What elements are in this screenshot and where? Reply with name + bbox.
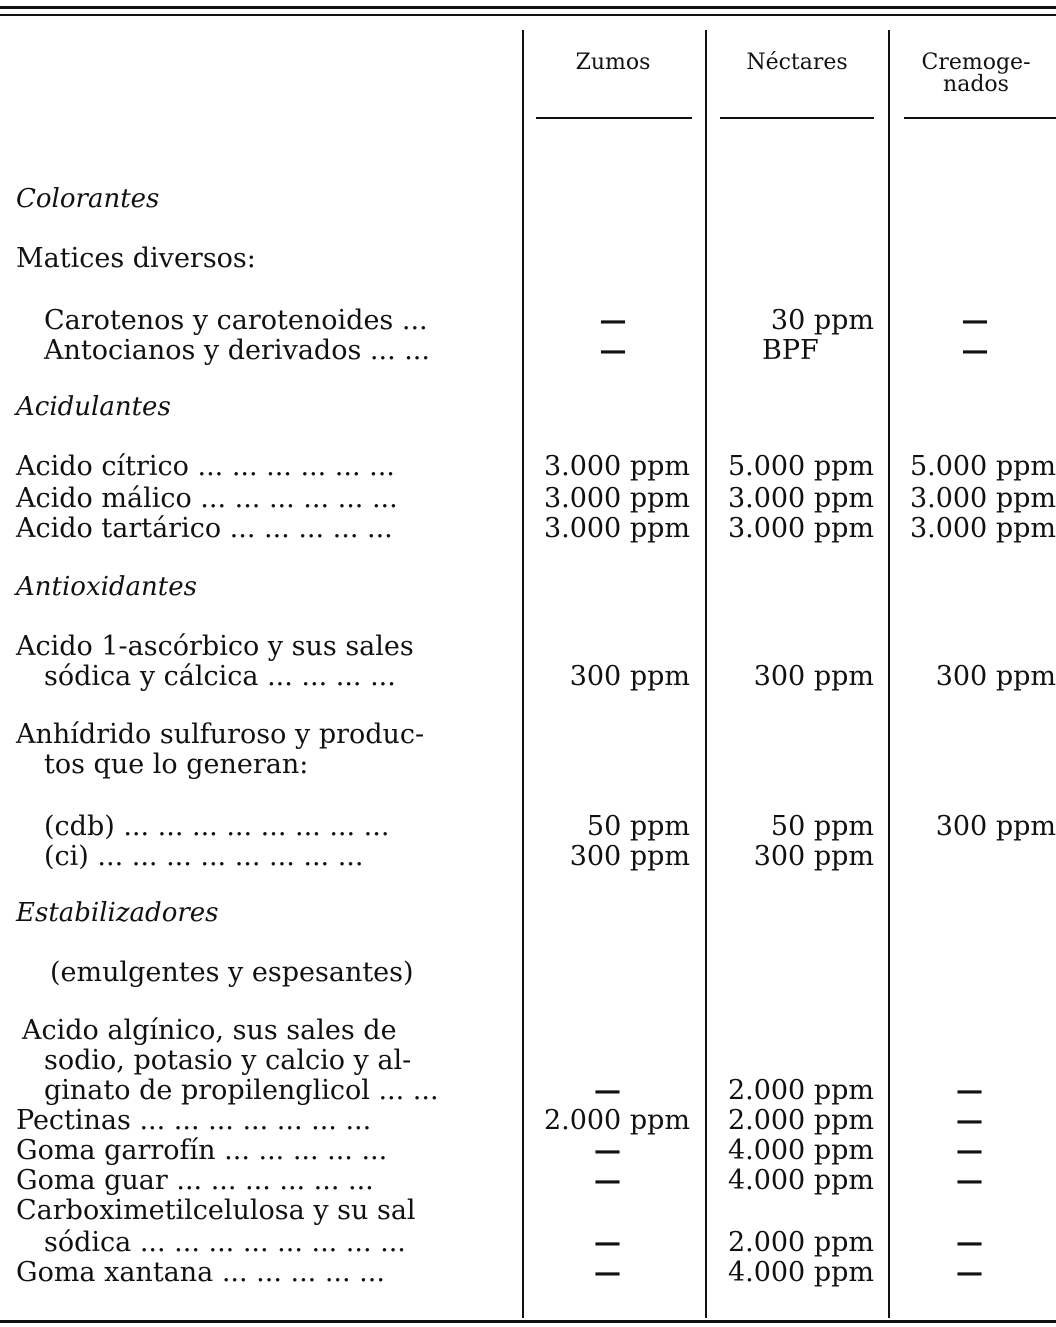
cell-garrofin-cremogenados: — (956, 1135, 983, 1166)
header-zumos: Zumos (575, 50, 651, 75)
label-carboxi-line1: Carboximetilcelulosa y su sal (16, 1195, 416, 1226)
cell-guar-nectares: 4.000 ppm (727, 1165, 874, 1196)
label-alginico-line2: sodio, potasio y calcio y al- (44, 1045, 412, 1076)
cell-cdb-cremogenados: 300 ppm (935, 811, 1056, 842)
cell-carotenos-nectares: 30 ppm (770, 305, 874, 336)
label-sulfuroso-line2: tos que lo generan: (44, 749, 309, 780)
cell-malico-nectares: 3.000 ppm (727, 483, 874, 514)
label-xantana: Goma xantana ... ... ... ... ... (16, 1257, 385, 1288)
label-garrofin: Goma garrofín ... ... ... ... ... (16, 1135, 388, 1166)
section-colorantes: Colorantes (16, 184, 160, 214)
label-pectinas: Pectinas ... ... ... ... ... ... ... (16, 1105, 372, 1136)
label-sulfuroso-line1: Anhídrido sulfuroso y produc- (16, 719, 425, 750)
cell-xantana-zumos: — (594, 1257, 621, 1288)
cell-xantana-nectares: 4.000 ppm (727, 1257, 874, 1288)
cell-malico-zumos: 3.000 ppm (543, 483, 690, 514)
cell-ci-nectares: 300 ppm (753, 841, 874, 872)
top-rule-thick (0, 6, 1056, 9)
table-row-guar (0, 1166, 1056, 1196)
label-matices: Matices diversos: (16, 243, 256, 274)
label-emulgentes: (emulgentes y espesantes) (50, 957, 414, 988)
table-row-xantana (0, 1258, 1056, 1288)
cell-xantana-cremogenados: — (956, 1257, 983, 1288)
cell-pectinas-zumos: 2.000 ppm (543, 1105, 690, 1136)
label-carotenos: Carotenos y carotenoides ... (44, 305, 428, 336)
label-guar: Goma guar ... ... ... ... ... ... (16, 1165, 374, 1196)
section-estabilizadores: Estabilizadores (16, 898, 219, 928)
label-tartarico: Acido tartárico ... ... ... ... ... (16, 513, 393, 544)
cell-ci-zumos: 300 ppm (569, 841, 690, 872)
table-row-ascorbico (0, 662, 1056, 692)
cell-pectinas-cremogenados: — (956, 1105, 983, 1136)
cell-antocianos-zumos: — (599, 335, 627, 366)
table-row-citrico (0, 452, 1056, 482)
label-alginico-line1: Acido algínico, sus sales de (22, 1015, 397, 1046)
cell-citrico-cremogenados: 5.000 ppm (909, 451, 1056, 482)
cell-antocianos-nectares: BPF (762, 335, 819, 366)
table-row-ci (0, 842, 1056, 872)
bottom-rule (0, 1320, 1056, 1323)
cell-guar-zumos: — (594, 1165, 621, 1196)
cell-citrico-zumos: 3.000 ppm (543, 451, 690, 482)
label-ascorbico-line1: Acido 1-ascórbico y sus sales (16, 631, 414, 662)
cell-ascorbico-zumos: 300 ppm (569, 661, 690, 692)
table-row-garrofin (0, 1136, 1056, 1166)
label-malico: Acido málico ... ... ... ... ... ... (16, 483, 398, 514)
table-row-carotenos (0, 306, 1056, 336)
section-antioxidantes: Antioxidantes (16, 572, 197, 602)
cell-malico-cremogenados: 3.000 ppm (909, 483, 1056, 514)
header-cremogenados: Cremoge- nados (921, 50, 1031, 97)
cell-carboxi-nectares: 2.000 ppm (727, 1227, 874, 1258)
top-rule-thin (0, 14, 1056, 16)
section-acidulantes: Acidulantes (16, 392, 171, 422)
cell-alginico-zumos: — (594, 1075, 621, 1106)
header-rule-zumos (536, 117, 692, 119)
header-rule-cremogenados (904, 117, 1056, 119)
cell-carotenos-zumos: — (599, 305, 627, 336)
cell-alginico-cremogenados: — (956, 1075, 983, 1106)
cell-ascorbico-nectares: 300 ppm (753, 661, 874, 692)
table-row-malico (0, 484, 1056, 514)
table-row-pectinas (0, 1106, 1056, 1136)
cell-cdb-nectares: 50 ppm (770, 811, 874, 842)
table-row-antocianos (0, 336, 1056, 366)
cell-guar-cremogenados: — (956, 1165, 983, 1196)
cell-antocianos-cremogenados: — (961, 335, 989, 366)
cell-alginico-nectares: 2.000 ppm (727, 1075, 874, 1106)
cell-tartarico-nectares: 3.000 ppm (727, 513, 874, 544)
cell-tartarico-cremogenados: 3.000 ppm (909, 513, 1056, 544)
cell-garrofin-zumos: — (594, 1135, 621, 1166)
cell-pectinas-nectares: 2.000 ppm (727, 1105, 874, 1136)
label-antocianos: Antocianos y derivados ... ... (44, 335, 430, 366)
cell-ascorbico-cremogenados: 300 ppm (935, 661, 1056, 692)
header-nectares: Néctares (746, 50, 848, 75)
label-ascorbico-line2: sódica y cálcica ... ... ... ... (44, 661, 396, 692)
cell-carboxi-cremogenados: — (956, 1227, 983, 1258)
cell-garrofin-nectares: 4.000 ppm (727, 1135, 874, 1166)
cell-citrico-nectares: 5.000 ppm (727, 451, 874, 482)
table-row-alginico (0, 1076, 1056, 1106)
label-ci: (ci) ... ... ... ... ... ... ... ... (44, 841, 364, 872)
table-row-tartarico (0, 514, 1056, 544)
cell-carotenos-cremogenados: — (961, 305, 989, 336)
label-carboxi-line2: sódica ... ... ... ... ... ... ... ... (44, 1227, 406, 1258)
label-alginico-line3: ginato de propilenglicol ... ... (44, 1075, 439, 1106)
cell-carboxi-zumos: — (594, 1227, 621, 1258)
cell-cdb-zumos: 50 ppm (586, 811, 690, 842)
table-row-cdb (0, 812, 1056, 842)
label-cdb: (cdb) ... ... ... ... ... ... ... ... (44, 811, 390, 842)
label-citrico: Acido cítrico ... ... ... ... ... ... (16, 451, 395, 482)
cell-tartarico-zumos: 3.000 ppm (543, 513, 690, 544)
table-row-carboxi (0, 1228, 1056, 1258)
header-rule-nectares (720, 117, 874, 119)
